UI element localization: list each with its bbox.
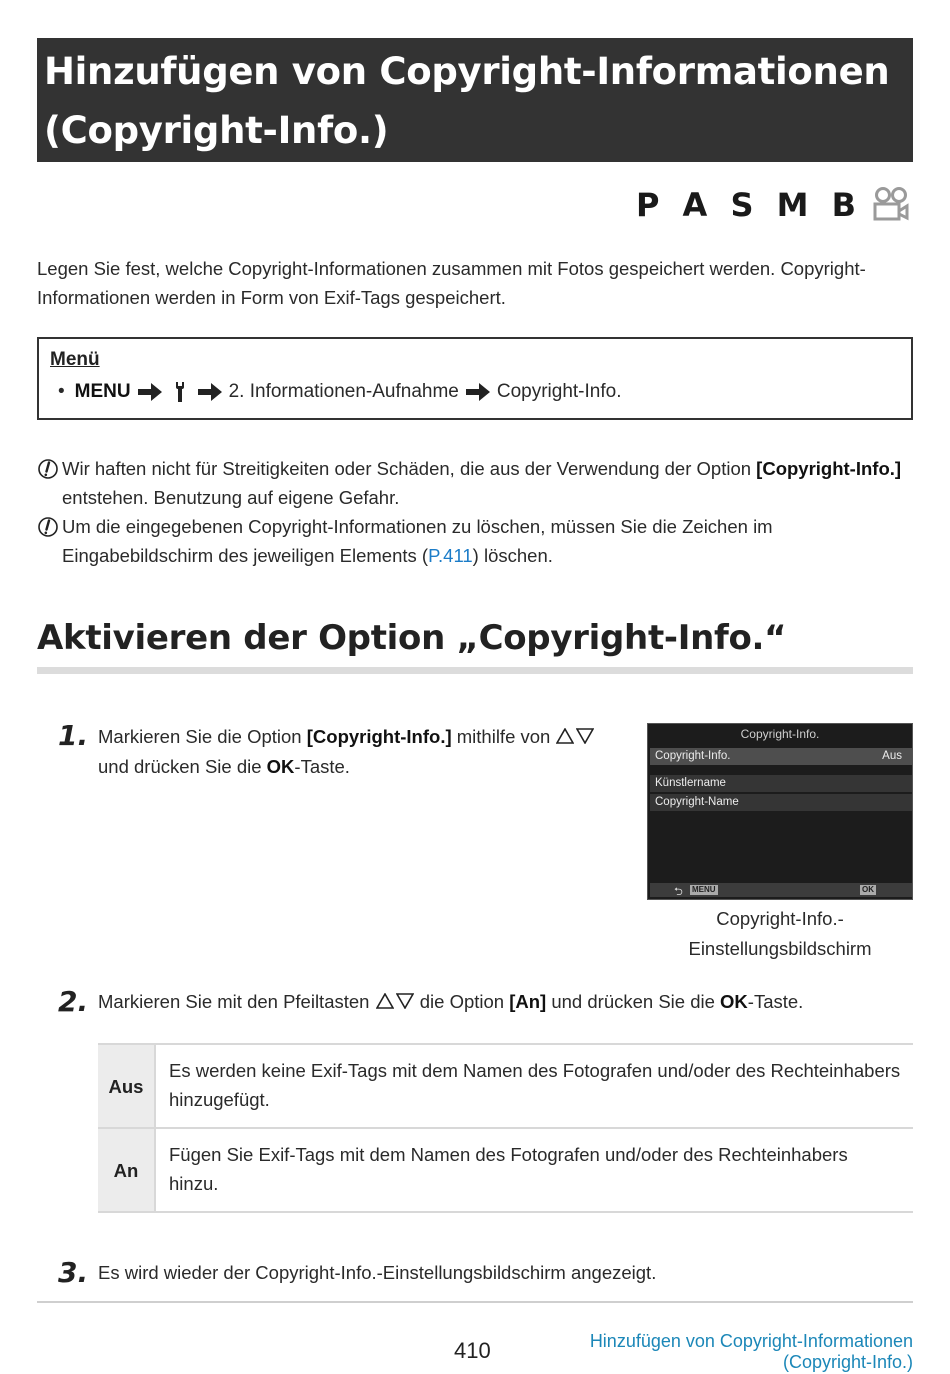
- note-item: [37, 512, 913, 570]
- step-2-bold-a: [An]: [509, 991, 547, 1012]
- right-arrow-icon: [137, 382, 163, 402]
- menu-heading: Menü: [50, 349, 100, 370]
- wrench-icon: [173, 381, 187, 403]
- step-1-bold-a: [Copyright-Info.]: [306, 726, 452, 747]
- page-reference-link[interactable]: P.411: [428, 545, 473, 566]
- table-row: [98, 1044, 913, 1128]
- step-2-number: 2.: [58, 985, 89, 1018]
- screen-caption: [647, 904, 913, 964]
- caution-notes: [37, 454, 913, 570]
- step-2-text-a: Markieren Sie mit den Pfeiltasten: [98, 991, 375, 1012]
- note-2-text-after: ) löschen.: [472, 545, 553, 566]
- step-2-text: [98, 987, 913, 1017]
- option-key: An: [98, 1128, 155, 1212]
- options-table: [98, 1043, 913, 1213]
- step-3-number: 3.: [58, 1256, 89, 1289]
- page-title-line2: (Copyright-Info.): [44, 109, 389, 152]
- menu-button-icon: MENU: [692, 885, 716, 894]
- footer-section-link[interactable]: [590, 1331, 913, 1373]
- up-triangle-icon: [556, 728, 574, 744]
- caption-line1: Copyright-Info.-: [716, 908, 844, 929]
- camera-screen-title: Copyright-Info.: [740, 727, 820, 741]
- down-triangle-icon: [396, 993, 414, 1009]
- step-2-text-c: und drücken Sie die: [546, 991, 721, 1012]
- step-3-text: Es wird wieder der Copyright-Info.-Einstellungsbildschirm angezeigt.: [98, 1262, 657, 1283]
- note-1-text-before: Wir haften nicht für Streitigkeiten oder Schäden, die aus der Verwendung der Option: [62, 458, 757, 479]
- caution-icon: [37, 516, 59, 538]
- camera-row-artist-name: [650, 775, 912, 792]
- menu-bullet: •: [58, 381, 65, 402]
- section-heading: Aktivieren der Option „Copyright-Info.“: [37, 618, 787, 658]
- table-row: [98, 1128, 913, 1212]
- page-title-bar: [37, 38, 913, 162]
- up-triangle-icon: [376, 993, 394, 1009]
- page-title-line1: Hinzufügen von Copyright-Informationen: [44, 50, 890, 93]
- menu-root-label: MENU: [74, 381, 131, 402]
- camera-row-copyright-info: [650, 748, 912, 765]
- right-arrow-icon: [197, 382, 223, 402]
- step-2-text-b: die Option: [414, 991, 510, 1012]
- note-1-bold: [Copyright-Info.]: [756, 458, 902, 479]
- camera-row-label: Copyright-Name: [655, 796, 739, 808]
- down-triangle-icon: [576, 728, 594, 744]
- back-arrow-icon: ⮌: [674, 886, 683, 898]
- menu-target-label: Copyright-Info.: [496, 381, 622, 402]
- note-item: [37, 454, 913, 512]
- step-1-text: [98, 722, 638, 782]
- menu-path: [50, 375, 900, 409]
- note-1-text-after: entstehen. Benutzung auf eigene Gefahr.: [62, 487, 400, 508]
- step-1-text-d: -Taste.: [294, 756, 350, 777]
- movie-camera-icon: [872, 187, 910, 223]
- step-2-text-d: -Taste.: [747, 991, 804, 1012]
- option-key: Aus: [98, 1044, 155, 1128]
- camera-row-copyright-name: [650, 794, 912, 811]
- step-1-text-c: und drücken Sie die: [98, 756, 267, 777]
- menu-box: [37, 337, 913, 420]
- shooting-modes: [636, 186, 910, 224]
- intro-text: Legen Sie fest, welche Copyright-Informationen zusammen mit Fotos gespeichert werden. Copyright-Informationen werden in Form von Exif-Tags gespeichert.: [37, 258, 866, 308]
- footer-divider: [37, 1301, 913, 1303]
- ok-button-icon: OK: [862, 885, 874, 894]
- option-description: Es werden keine Exif-Tags mit dem Namen des Fotografen und/oder des Rechteinhabers hinzugefügt.: [155, 1044, 913, 1128]
- caution-icon: [37, 458, 59, 480]
- right-arrow-icon: [465, 382, 491, 402]
- step-1-number: 1.: [58, 719, 89, 752]
- section-divider: [37, 667, 913, 674]
- camera-row-value: Aus: [882, 750, 902, 762]
- note-2-text-before: Um die eingegebenen Copyright-Informationen zu löschen, müssen Sie die Zeichen im Eingabebildschirm des jeweiligen Elements (: [62, 516, 773, 566]
- step-1-bold-b: OK: [266, 756, 295, 777]
- mode-letters: P A S M B: [635, 186, 862, 224]
- menu-item-label: 2. Informationen-Aufnahme: [228, 381, 459, 402]
- camera-settings-screen: [647, 723, 913, 900]
- step-2-bold-b: OK: [720, 991, 748, 1012]
- step-1-text-a: Markieren Sie die Option: [98, 726, 307, 747]
- camera-row-label: Copyright-Info.: [655, 750, 731, 762]
- caption-line2: Einstellungsbildschirm: [688, 938, 872, 959]
- step-1-text-b: mithilfe von: [451, 726, 556, 747]
- footer-link-line1[interactable]: Hinzufügen von Copyright-Informationen: [589, 1331, 913, 1351]
- option-description: Fügen Sie Exif-Tags mit dem Namen des Fotografen und/oder des Rechteinhabers hinzu.: [155, 1128, 913, 1212]
- footer-link-line2[interactable]: (Copyright-Info.): [782, 1352, 913, 1372]
- camera-row-label: Künstlername: [655, 777, 726, 789]
- page-number: 410: [454, 1338, 491, 1363]
- camera-button-bar: [650, 883, 912, 897]
